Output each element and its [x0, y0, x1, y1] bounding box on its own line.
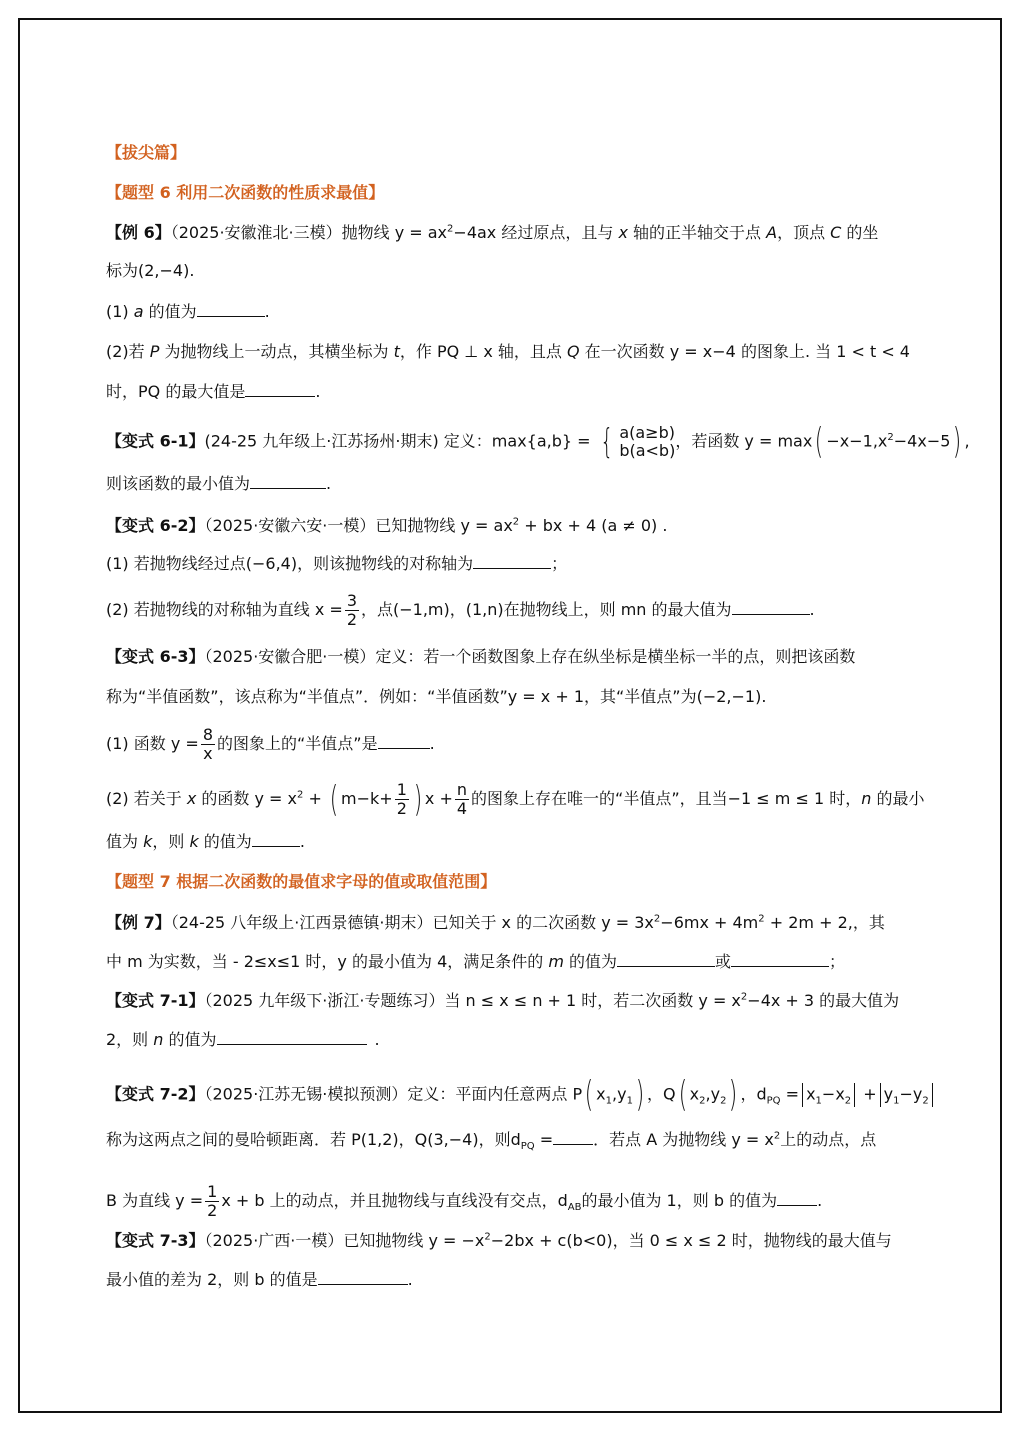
section-heading-type6: 【题型 6 利用二次函数的性质求最值】: [106, 183, 385, 202]
variant-6-2-q2: (2) 若抛物线的对称轴为直线 x = $\frac{3}{2}$ ，点(−1,m)，(1,n)在抛物线上，则 mn 的最大值为 .: [106, 591, 815, 629]
variant-7-3-tag: 【变式 7-3】: [106, 1231, 205, 1250]
example-6-line1: 【例 6】（2025·安徽淮北·三模）抛物线 $y = ax^2-4ax$ 经过原点，且与 x 轴的正半轴交于点 A，顶点 C 的坐: [106, 223, 879, 242]
answer-blank[interactable]: [553, 1130, 593, 1145]
answer-blank[interactable]: [217, 1030, 367, 1045]
answer-blank[interactable]: [732, 600, 810, 615]
answer-blank[interactable]: [318, 1270, 408, 1285]
example-6-q2-line2: 时，PQ 的最大值是 .: [106, 382, 321, 401]
variant-6-3-tag: 【变式 6-3】: [106, 647, 205, 666]
answer-blank[interactable]: [197, 302, 265, 317]
fraction: $\frac{8}{x}$: [202, 725, 213, 763]
variant-6-3-q2: (2) 若关于 x 的函数 $y = x^2$ + ( m−k+ $\frac{1}{2}$ ) x + $\frac{n}{4}$ 的图象上存在唯一的“半值点”，且当−1 ≤ m ≤ 1 时，n 的最小: [106, 778, 925, 820]
variant-6-3-q1: (1) 函数 y = $\frac{8}{x}$ 的图象上的“半值点”是 .: [106, 725, 435, 763]
variant-6-2-q1: (1) 若抛物线经过点(−6,4)，则该抛物线的对称轴为 ；: [106, 554, 568, 573]
variant-6-1-line2: 则该函数的最小值为 .: [106, 474, 332, 493]
example-7-line1: 【例 7】（24-25 八年级上·江西景德镇·期末）已知关于 x 的二次函数 $y = 3x^2-6mx + 4m^2 + 2m + 2$,，其: [106, 913, 885, 932]
part-heading: 【拔尖篇】: [106, 143, 187, 162]
variant-7-2-line1: 【变式 7-2】（2025·江苏无锡·模拟预测）定义：平面内任意两点 P( $x_1,y_1$) ，Q( $x_2,y_2$) ，$d_{PQ} = x_1-x_2 + y_1-y_2$: [106, 1077, 936, 1113]
example-6-line2: 标为(2,−4).: [106, 261, 195, 280]
variant-7-2-tag: 【变式 7-2】: [106, 1084, 205, 1104]
answer-blank[interactable]: [245, 382, 315, 397]
answer-blank[interactable]: [250, 474, 326, 489]
variant-6-3-line1: 【变式 6-3】（2025·安徽合肥·一模）定义：若一个函数图象上存在纵坐标是横坐标一半的点，则把该函数: [106, 647, 856, 666]
variant-7-3-line2: 最小值的差为 2，则 b 的值是 .: [106, 1270, 413, 1289]
answer-blank[interactable]: [378, 734, 430, 749]
example-7-tag: 【例 7】: [106, 913, 171, 932]
variant-6-2-tag: 【变式 6-2】: [106, 516, 205, 535]
section-heading-type7: 【题型 7 根据二次函数的最值求字母的值或取值范围】: [106, 872, 497, 891]
variant-7-2-line2: 称为这两点之间的曼哈顿距离．若 P(1,2)，Q(3,−4)，则$d_{PQ}$ = ．若点 A 为抛物线 $y = x^2$上的动点，点: [106, 1130, 877, 1153]
answer-blank[interactable]: [473, 554, 551, 569]
variant-7-1-line1: 【变式 7-1】（2025 九年级下·浙江·专题练习）当 n ≤ x ≤ n + 1 时，若二次函数 $y = x^2-4x + 3$ 的最大值为: [106, 991, 900, 1010]
variant-7-3-line1: 【变式 7-3】（2025·广西·一模）已知抛物线 $y = -x^2-2bx + c(b<0)$，当 0 ≤ x ≤ 2 时，抛物线的最大值与: [106, 1231, 892, 1250]
answer-blank[interactable]: [777, 1191, 817, 1206]
variant-6-3-q2-line2: 值为 k，则 k 的值为 .: [106, 832, 305, 851]
variant-7-2-line3: B 为直线 y = $\frac{1}{2}$ x + b 上的动点，并且抛物线与直线没有交点，$d_{AB}$的最小值为 1，则 b 的值为 .: [106, 1182, 823, 1220]
fraction: $\frac{1}{2}$: [396, 780, 407, 818]
answer-blank[interactable]: [252, 832, 300, 847]
variant-6-1-tag: 【变式 6-1】: [106, 431, 205, 451]
variant-6-3-line2: 称为“半值函数”，该点称为“半值点”．例如：“半值函数”y = x + 1，其“半值点”为(−2,−1).: [106, 687, 767, 706]
answer-blank[interactable]: [617, 952, 715, 967]
variant-6-2-line1: 【变式 6-2】（2025·安徽六安·一模）已知抛物线 $y = ax^2$ + bx + 4 (a ≠ 0) .: [106, 516, 668, 535]
fraction: $\frac{n}{4}$: [456, 780, 468, 818]
variant-7-1-tag: 【变式 7-1】: [106, 991, 205, 1010]
example-7-line2: 中 m 为实数，当 - 2≤x≤1 时，y 的最小值为 4，满足条件的 m 的值为 或 ；: [106, 952, 846, 971]
example-6-q1: (1) a 的值为 .: [106, 302, 270, 321]
fraction: $\frac{3}{2}$: [346, 591, 357, 629]
variant-7-1-line2: 2，则 n 的值为 .: [106, 1030, 380, 1049]
answer-blank[interactable]: [731, 952, 829, 967]
example-6-tag: 【例 6】: [106, 223, 171, 242]
piecewise-brace: { a(a≥b) b(a<b): [600, 422, 676, 462]
variant-6-1-line1: 【变式 6-1】(24-25 九年级上·江苏扬州·期末) 定义：max{a,b} = { a(a≥b) b(a<b) ，若函数 $y = \max( -x-1,x^2-4x-5)$ ,: [106, 421, 970, 462]
example-6-q2: (2)若 P 为抛物线上一动点，其横坐标为 t，作 PQ ⊥ x 轴，且点 Q 在一次函数 y = x−4 的图象上. 当 1 < t < 4: [106, 342, 910, 361]
fraction: $\frac{1}{2}$: [207, 1182, 218, 1220]
